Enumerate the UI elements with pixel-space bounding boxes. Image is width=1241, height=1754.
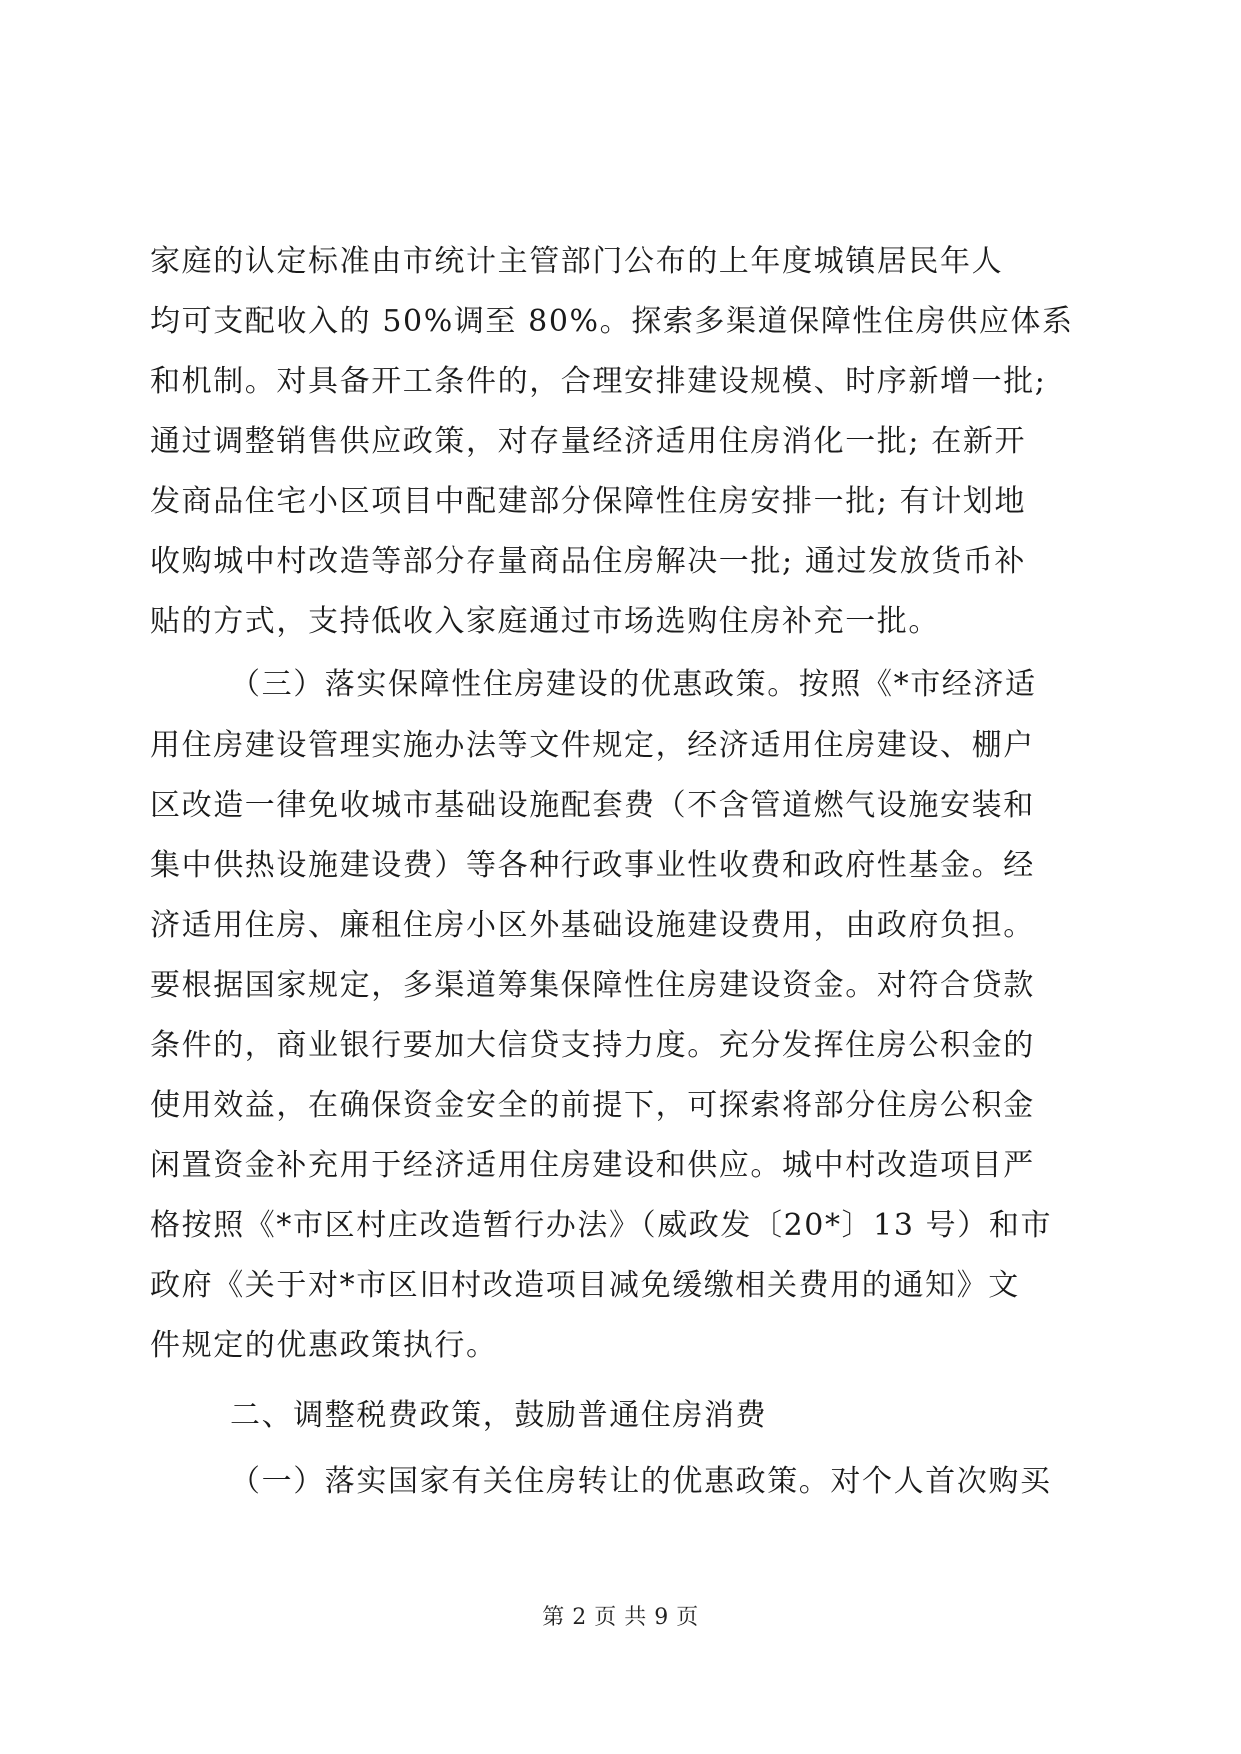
section-heading-line: 二、调整税费政策，鼓励普通住房消费 [230, 1398, 768, 1433]
paragraph-line: 家庭的认定标准由市统计主管部门公布的上年度城镇居民年人 [150, 244, 1004, 279]
paragraph-line: 闲置资金补充用于经济适用住房建设和供应。城中村改造项目严 [150, 1148, 1035, 1183]
paragraph-line: 济适用住房、廉租住房小区外基础设施建设费用，由政府负担。 [150, 908, 1035, 943]
paragraph-line: 格按照《*市区村庄改造暂行办法》（威政发〔20*〕13 号）和市 [150, 1208, 1053, 1243]
paragraph-line: 使用效益，在确保资金安全的前提下，可探索将部分住房公积金 [150, 1088, 1035, 1123]
page-footer: 第 2 页 共 9 页 [542, 1605, 699, 1630]
paragraph-line: 政府《关于对*市区旧村改造项目减免缓缴相关费用的通知》文 [150, 1268, 1020, 1303]
paragraph-line: 要根据国家规定，多渠道筹集保障性住房建设资金。对符合贷款 [150, 968, 1035, 1003]
paragraph-line: 发商品住宅小区项目中配建部分保障性住房安排一批; 有计划地 [150, 484, 1027, 519]
section-heading-line: （一）落实国家有关住房转让的优惠政策。对个人首次购买 [230, 1464, 1052, 1499]
paragraph-line: 均可支配收入的 50%调至 80%。探索多渠道保障性住房供应体系 [150, 304, 1074, 339]
paragraph-line: 集中供热设施建设费）等各种行政事业性收费和政府性基金。经 [150, 848, 1035, 883]
paragraph-line: 用住房建设管理实施办法等文件规定，经济适用住房建设、棚户 [150, 728, 1035, 763]
section-heading-line: （三）落实保障性住房建设的优惠政策。按照《*市经济适 [230, 667, 1037, 702]
paragraph-line: 贴的方式，支持低收入家庭通过市场选购住房补充一批。 [150, 604, 940, 639]
paragraph-line: 条件的，商业银行要加大信贷支持力度。充分发挥住房公积金的 [150, 1028, 1035, 1063]
paragraph-line: 件规定的优惠政策执行。 [150, 1328, 498, 1363]
paragraph-line: 区改造一律免收城市基础设施配套费（不含管道燃气设施安装和 [150, 788, 1035, 823]
paragraph-line: 收购城中村改造等部分存量商品住房解决一批; 通过发放货币补 [150, 544, 1027, 579]
paragraph-line: 和机制。对具备开工条件的，合理安排建设规模、时序新增一批; [150, 364, 1047, 399]
paragraph-line: 通过调整销售供应政策，对存量经济适用住房消化一批; 在新开 [150, 424, 1027, 459]
